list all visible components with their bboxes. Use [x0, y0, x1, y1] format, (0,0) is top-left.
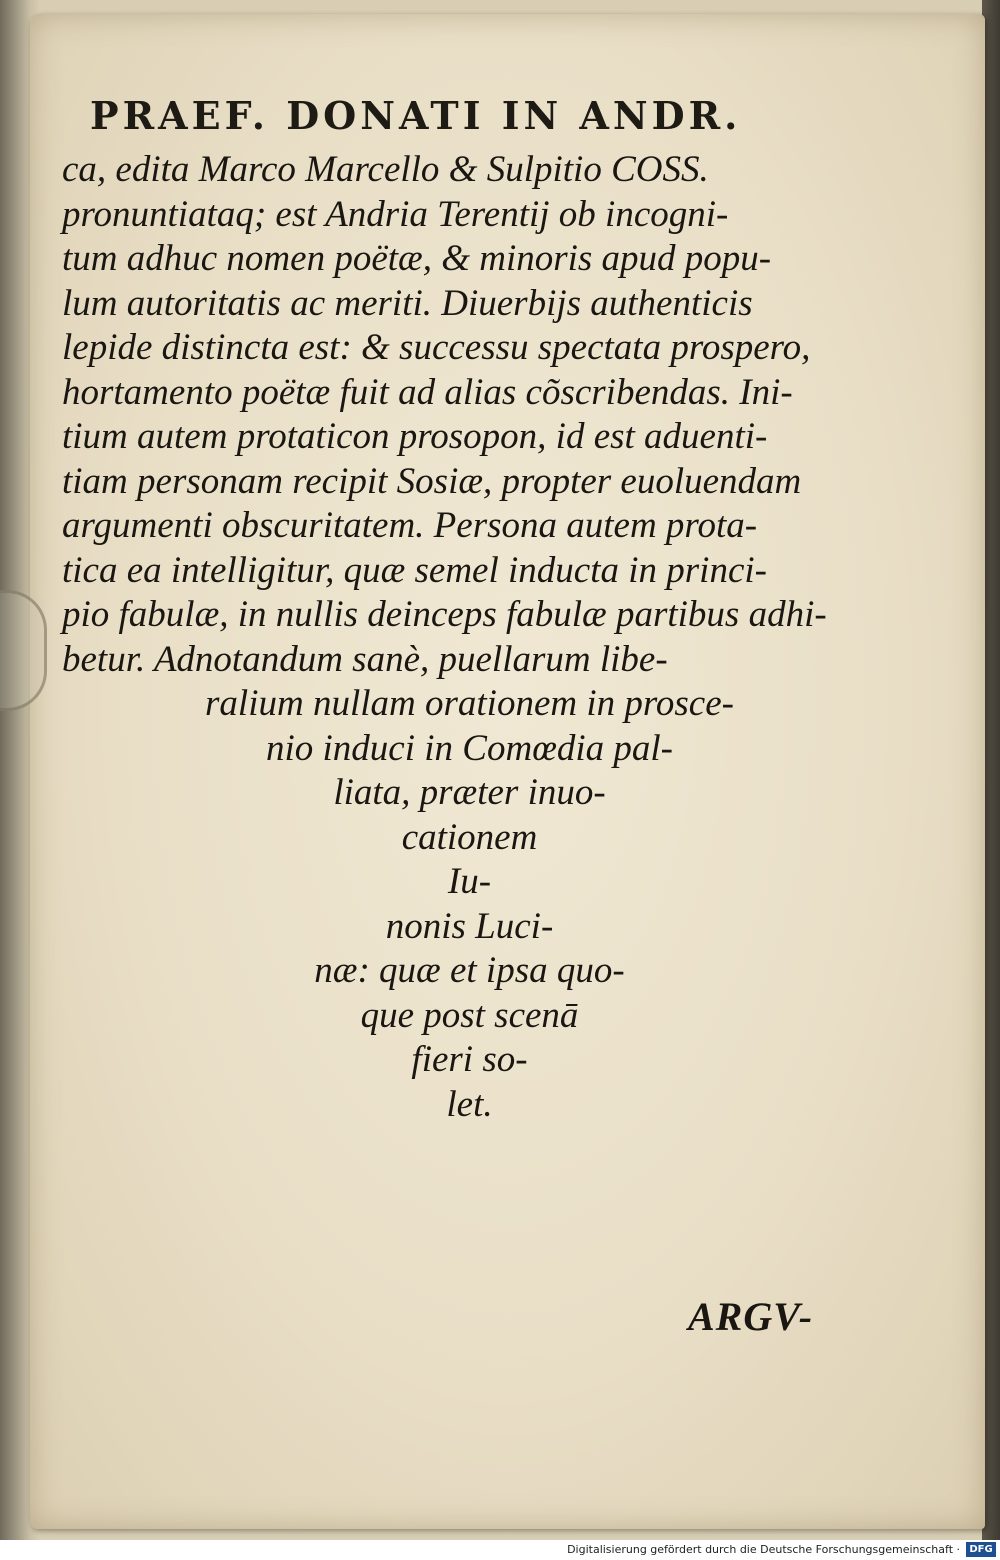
page-clip	[0, 590, 47, 711]
tapered-line: que post scenā	[360, 994, 579, 1036]
tapered-line: Iu-	[447, 861, 492, 902]
tapered-line: næ: quæ et ipsa quo-	[314, 950, 625, 991]
tapered-line: liata, præter inuo-	[333, 772, 606, 813]
text-line: pio fabulæ, in nullis deinceps fabulæ partibus adhi-	[62, 594, 827, 635]
footer-credit: Digitalisierung gefördert durch die Deutsche Forschungsgemeinschaft ·	[567, 1543, 960, 1556]
text-line: betur. Adnotandum sanè, puellarum libe-	[62, 638, 668, 680]
text-line: argumenti obscuritatem. Persona autem prota-	[62, 505, 758, 546]
text-line: tium autem protaticon prosopon, id est aduenti-	[62, 416, 768, 457]
tapered-line: fieri so-	[411, 1039, 528, 1080]
tapered-line: cationem	[401, 816, 538, 858]
tapered-line: let.	[446, 1083, 493, 1125]
text-line: ca, edita Marco Marcello & Sulpitio COSS.	[62, 149, 709, 190]
dfg-logo: DFG	[966, 1542, 996, 1557]
tapered-line: ralium nullam orationem in prosce-	[205, 683, 734, 724]
catchword: ARGV-	[688, 1294, 814, 1339]
running-head: PRAEF. DONATI IN ANDR.	[90, 93, 742, 138]
text-line: tica ea intelligitur, quæ semel inducta in princi-	[62, 549, 767, 591]
text-line: pronuntiataq; est Andria Terentij ob incogni-	[62, 193, 729, 235]
text-line: tiam personam recipit Sosiæ, propter euoluendam	[62, 460, 802, 502]
text-line: hortamento poëtæ fuit ad alias cõscribendas. Ini-	[62, 371, 793, 413]
tapered-line: nio induci in Comœdia pal-	[266, 727, 673, 769]
text-line: lum autoritatis ac meriti. Diuerbijs authenticis	[62, 282, 753, 324]
tapered-line: nonis Luci-	[385, 905, 554, 947]
text-line: tum adhuc nomen poëtæ, & minoris apud popu-	[62, 238, 772, 279]
text-line: lepide distincta est: & successu spectata prospero,	[62, 327, 811, 368]
